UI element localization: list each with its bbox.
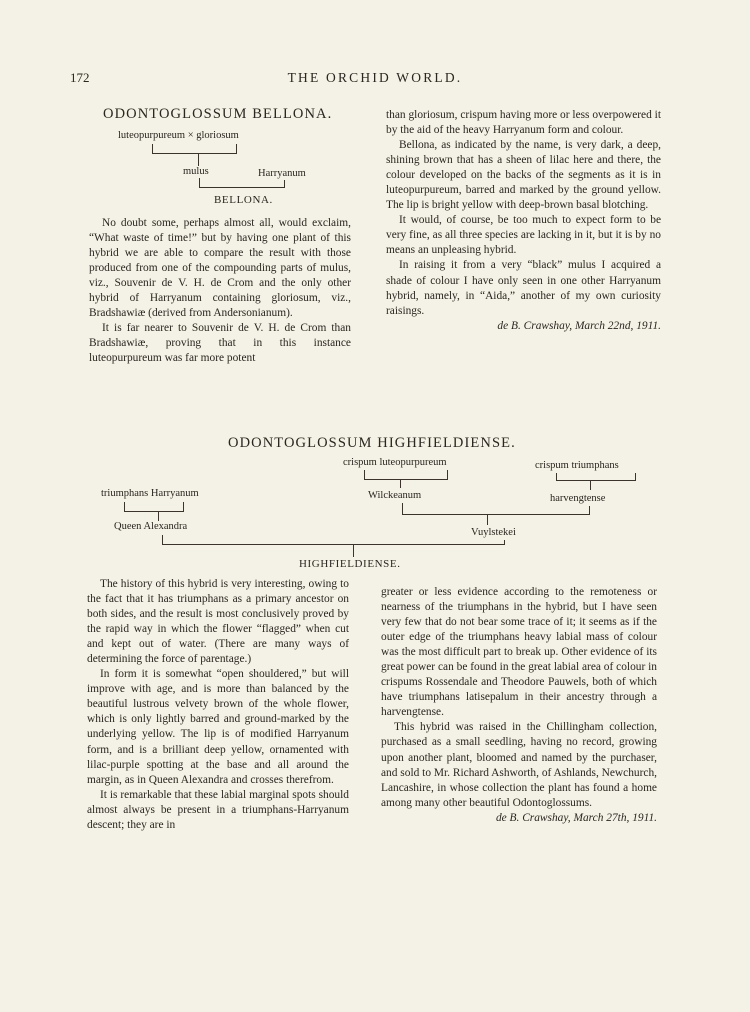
paragraph: Bellona, as indicated by the name, is very dark, a deep, shining brown that has a sheen of lilac here and there, the colour developed on the backs of the segments as it is in luteopurpureum, barred and marked by the ground yellow. The lip is bright yellow with deep-brown basal blotching. — [386, 139, 661, 212]
pedigree-connector — [400, 480, 401, 488]
paragraph: It is far nearer to Souvenir de V. H. de Crom than Bradshawiæ, proving that in this instance luteopurpureum was far more potent — [89, 322, 351, 365]
bellona-mulus-label: mulus — [183, 166, 209, 177]
pedigree-connector — [152, 153, 237, 154]
pedigree-connector — [487, 515, 488, 525]
highfieldiense-signature: de B. Crawshay, March 27th, 1911. — [495, 811, 657, 824]
pedigree-connector — [635, 473, 636, 481]
pedigree-connector — [504, 540, 505, 545]
paragraph: No doubt some, perhaps almost all, would exclaim, “What waste of time!” but by having one plant of this hybrid we are able to compare the result with those produced from one of the compounding parts of mulus, viz., Souvenir de V. H. de Crom and the only other hybrid of Harryanum containing gloriosum, viz., Bradshawiæ (derived from Andersonianum). — [89, 217, 351, 320]
highfieldiense-left-column — [87, 577, 349, 833]
paragraph: In raising it from a very “black” mulus I acquired a shade of colour I have only seen in one other Harryanum hybrid, namely, in “Aida,” another of my own curiosity raisings. — [386, 259, 661, 317]
paragraph: greater or less evidence according to the remoteness or nearness of the triumphans in the hybrid, but I have seen very few that do not bear some trace of it; it seems as if the outer edge of the triumphans heavy labial mass of colour was the most difficult part to break up. Other evidence of its great power can be found in the great labial area of colour in crispums Rossendale and Theodore Pauwels, both of which have triumphans latisepalum in their ancestry through a harvengtense. — [381, 586, 657, 719]
page-number: 172 — [70, 70, 90, 85]
highfieldiense-cross-a: crispum luteopurpureum — [343, 457, 447, 468]
paragraph: This hybrid was raised in the Chillingham collection, purchased as a small seedling, having no record, growing upon another plant, bloomed and named by the purchaser, and sold to Mr. Richard Ashworth, of Ashlands, Newchurch, Lancashire, in whose collection the plant has found a home among many other beautiful Odontoglossums. — [381, 721, 657, 809]
bellona-left-column — [89, 216, 351, 366]
highfieldiense-harvengtense: harvengtense — [550, 493, 606, 504]
paragraph: It would, of course, be too much to expect form to be very fine, as all three species are lacking in it, but it is by no means an unpleasing hybrid. — [386, 214, 661, 257]
pedigree-connector — [353, 545, 354, 557]
pedigree-connector — [199, 187, 285, 188]
pedigree-connector — [198, 154, 199, 166]
pedigree-connector — [364, 479, 448, 480]
paragraph: The history of this hybrid is very interesting, owing to the fact that it has triumphans as a primary ancestor on both sides, and the result is most conclusively proved by the rapid way in which the flower “flagged” when cut and kept out of water. (There are many ways of determining the force of parentage.) — [87, 578, 349, 666]
highfieldiense-vuylstekei: Vuylstekei — [471, 527, 516, 538]
highfieldiense-right-column — [381, 585, 657, 826]
bellona-title: ODONTOGLOSSUM BELLONA. — [103, 106, 333, 122]
paragraph: It is remarkable that these labial marginal spots should almost always be present in a triumphans-Harryanum descent; they are in — [87, 788, 349, 831]
highfieldiense-queen-alexandra: Queen Alexandra — [114, 521, 188, 532]
bellona-harryanum-label: Harryanum — [258, 168, 306, 179]
highfieldiense-cross-b: crispum triumphans — [535, 460, 619, 471]
pedigree-connector — [590, 481, 591, 490]
highfieldiense-cross-c: triumphans Harryanum — [101, 488, 199, 499]
bellona-signature: de B. Crawshay, March 22nd, 1911. — [497, 319, 661, 332]
pedigree-connector — [158, 512, 159, 521]
pedigree-connector — [589, 506, 590, 515]
paragraph: than gloriosum, crispum having more or less overpowered it by the aid of the heavy Harryanum form and colour. — [386, 109, 661, 137]
pedigree-connector — [183, 502, 184, 512]
pedigree-connector — [236, 144, 237, 154]
pedigree-connector — [556, 480, 636, 481]
paragraph: In form it is somewhat “open shouldered,” but will improve with age, and is more than balanced by the beautiful lustrous velvety brown of the whole flower, which is only lightly barred and ground-marked by the underlying yellow. The lip is of modified Harryanum form, and is a brilliant deep yellow, ornamented with lilac-purple spotting at the base and all around the margin, as in Queen Alexandra and crosses therefrom. — [87, 668, 349, 786]
running-title: THE ORCHID WORLD. — [287, 70, 463, 85]
highfieldiense-title: ODONTOGLOSSUM HIGHFIELDIENSE. — [228, 435, 516, 451]
highfieldiense-wilckeanum: Wilckeanum — [368, 490, 422, 501]
pedigree-connector — [284, 180, 285, 188]
bellona-parent-cross: luteopurpureum × gloriosum — [118, 130, 239, 141]
pedigree-connector — [402, 514, 590, 515]
bellona-result: BELLONA. — [214, 194, 273, 206]
pedigree-connector — [124, 511, 184, 512]
highfieldiense-result: HIGHFIELDIENSE. — [299, 558, 401, 570]
pedigree-connector — [162, 544, 505, 545]
bellona-right-column — [386, 108, 661, 334]
pedigree-connector — [447, 470, 448, 480]
